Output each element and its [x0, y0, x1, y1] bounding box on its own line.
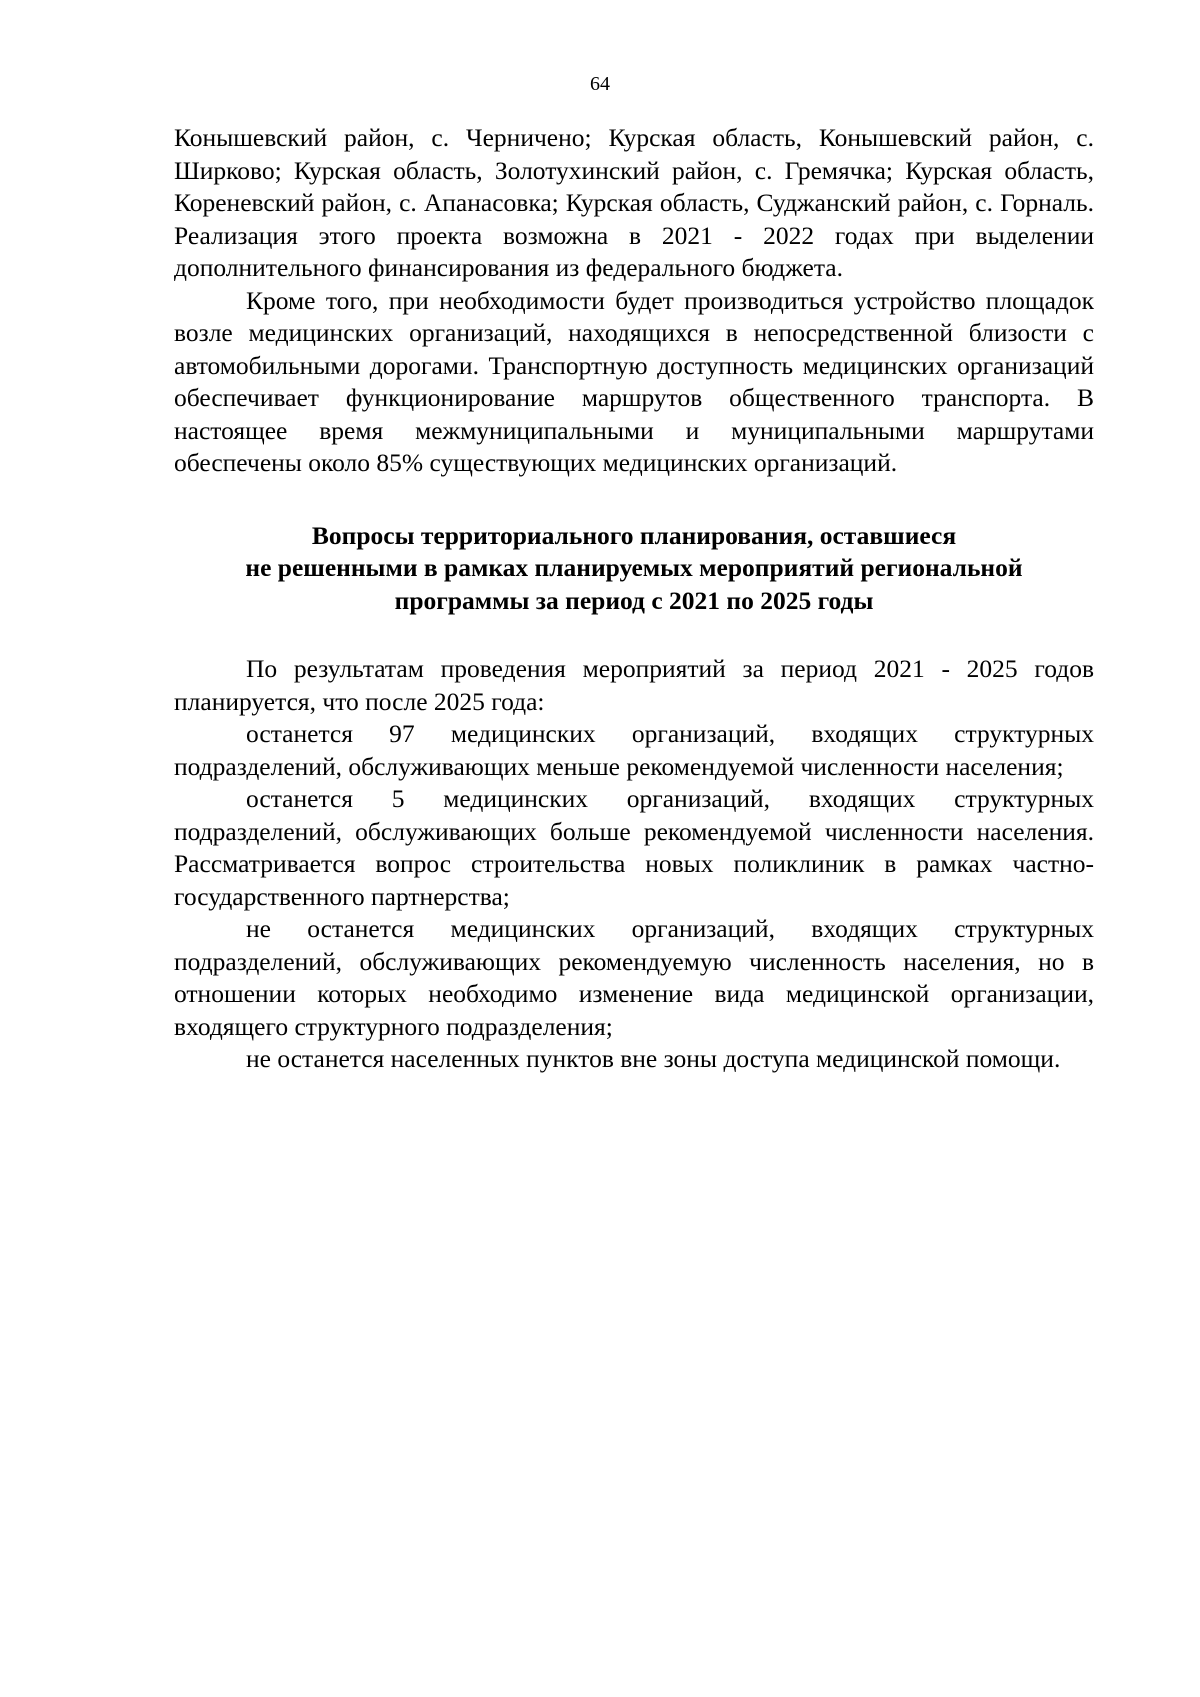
paragraph-transport-access: Кроме того, при необходимости будет производиться устройство площадок возле медицинских организаций, находящихся в непосредственной близости с автомобильными дорогами. Транспортную доступность медицинских организаций обеспечивает функционирование маршрутов общественного транспорта. В настоящее время межмуниципальными и муниципальными маршрутами обеспечены около 85% существующих медицинских организаций.	[174, 285, 1094, 477]
list-item-type-change: не останется медицинских организаций, входящих структурных подразделений, обслуживающих рекомендуемую численность населения, но в отношении которых необходимо изменение вида медицинской организации, входящего структурного подразделения;	[174, 914, 1094, 1041]
section-heading-line-3: программы за период с 2021 по 2025 годы	[394, 585, 874, 615]
page-number: 64	[590, 73, 610, 95]
list-item-more-population: останется 5 медицинских организаций, входящих структурных подразделений, обслуживающих больше рекомендуемой численности населения. Рассматривается вопрос строительства новых поликлиник в рамках частно-государственного партнерства;	[174, 784, 1094, 911]
document-body	[174, 122, 1094, 1076]
list-item-no-access-zone: не останется населенных пунктов вне зоны доступа медицинской помощи.	[246, 1044, 1061, 1073]
section-heading	[174, 520, 1094, 618]
section-heading-line-2: не решенными в рамках планируемых мероприятий региональной	[245, 553, 1023, 582]
paragraph-continuation: Конышевский район, с. Черничено; Курская область, Конышевский район, с. Ширково; Курская область, Золотухинский район, с. Гремячка; Курская область, Кореневский район, с. Апанасовка; Курская область, Суджанский район, с. Горналь. Реализация этого проекта возможна в 2021 - 2022 годах при выделении дополнительного финансирования из федерального бюджета.	[174, 123, 1094, 282]
section-heading-line-1: Вопросы территориального планирования, оставшиеся	[311, 520, 957, 550]
paragraph-results-intro: По результатам проведения мероприятий за период 2021 - 2025 годов планируется, что после 2025 года:	[174, 654, 1094, 716]
list-item-fewer-population: останется 97 медицинских организаций, входящих структурных подразделений, обслуживающих меньше рекомендуемой численности населения;	[174, 719, 1094, 781]
